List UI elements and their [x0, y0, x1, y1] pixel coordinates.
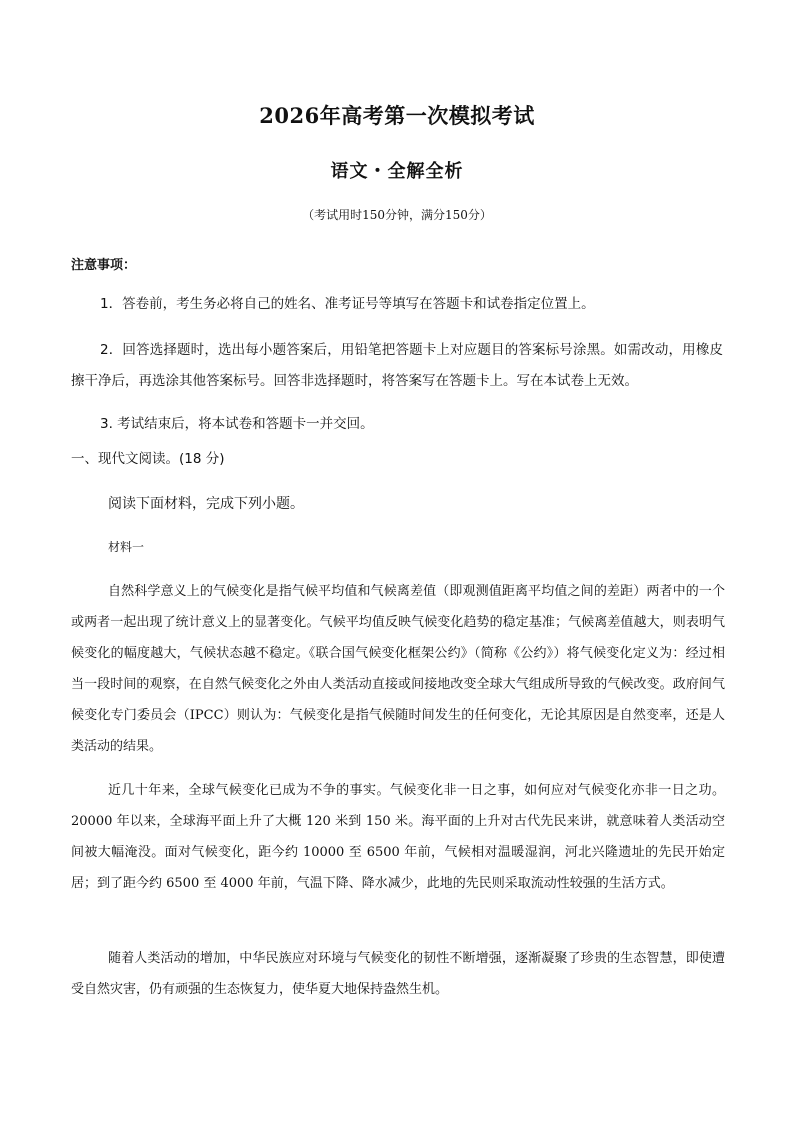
- material-paragraph-3: 随着人类活动的增加，中华民族应对环境与气候变化的韧性不断增强，逐渐凝聚了珍贵的生态智慧，即使遭受自然灾害，仍有顽强的生态恢复力，使华夏大地保持盎然生机。: [71, 951, 725, 997]
- notice-heading: 注意事项：: [71, 258, 137, 273]
- exam-time-note: （考试用时150分钟，满分150分）: [302, 208, 492, 222]
- reading-prompt: 阅读下面材料，完成下列小题。: [108, 496, 304, 512]
- section-title: 一、现代文阅读。(18 分): [71, 451, 225, 467]
- notice-item-1: 1．答卷前，考生务必将自己的姓名、准考证号等填写在答题卡和试卷指定位置上。: [100, 296, 595, 312]
- material-paragraph-1: 自然科学意义上的气候变化是指气候平均值和气候离差值（即观测值距离平均值之间的差距）两者中的一个或两者一起出现了统计意义上的显著变化。气候平均值反映气候变化趋势的稳定基准；气候离差值越大，则表明气候变化的幅度越大，气候状态越不稳定。《联合国气候变化框架公约》（简称《公约》）将气候变化定义为：经过相当一段时间的观察，在自然气候变化之外由人类活动直接或间接地改变全球大气组成所导致的气候改变。政府间气候变化专门委员会（IPCC）则认为：气候变化是指气候随时间发生的任何变化，无论其原因是自然变率，还是人类活动的结果。: [71, 584, 725, 754]
- material-label: 材料一: [108, 540, 145, 554]
- exam-subtitle: 语文・全解全析: [330, 161, 464, 182]
- notice-item-2: 2．回答选择题时，选出每小题答案后，用铅笔把答题卡上对应题目的答案标号涂黑。如需改动，用橡皮擦干净后，再选涂其他答案标号。回答非选择题时，将答案写在答题卡上。写在本试卷上无效。: [71, 342, 723, 389]
- material-paragraph-2: 近几十年来，全球气候变化已成为不争的事实。气候变化非一日之事，如何应对气候变化亦非一日之功。20000 年以来，全球海平面上升了大概 120 米到 150 米。海平面的上升对古代先民来讲，就意味着人类活动空间被大幅淹没。面对气候变化，距今约 10000 至 6500 年前，气候相对温暖湿润，河北兴隆遗址的先民开始定居；到了距今约 6500 至 4000 年前，气温下降、降水减少，此地的先民则采取流动性较强的生活方式。: [71, 783, 725, 891]
- notice-item-3: 3. 考试结束后，将本试卷和答题卡一并交回。: [100, 416, 374, 432]
- exam-title: 2026年高考第一次模拟考试: [259, 103, 535, 128]
